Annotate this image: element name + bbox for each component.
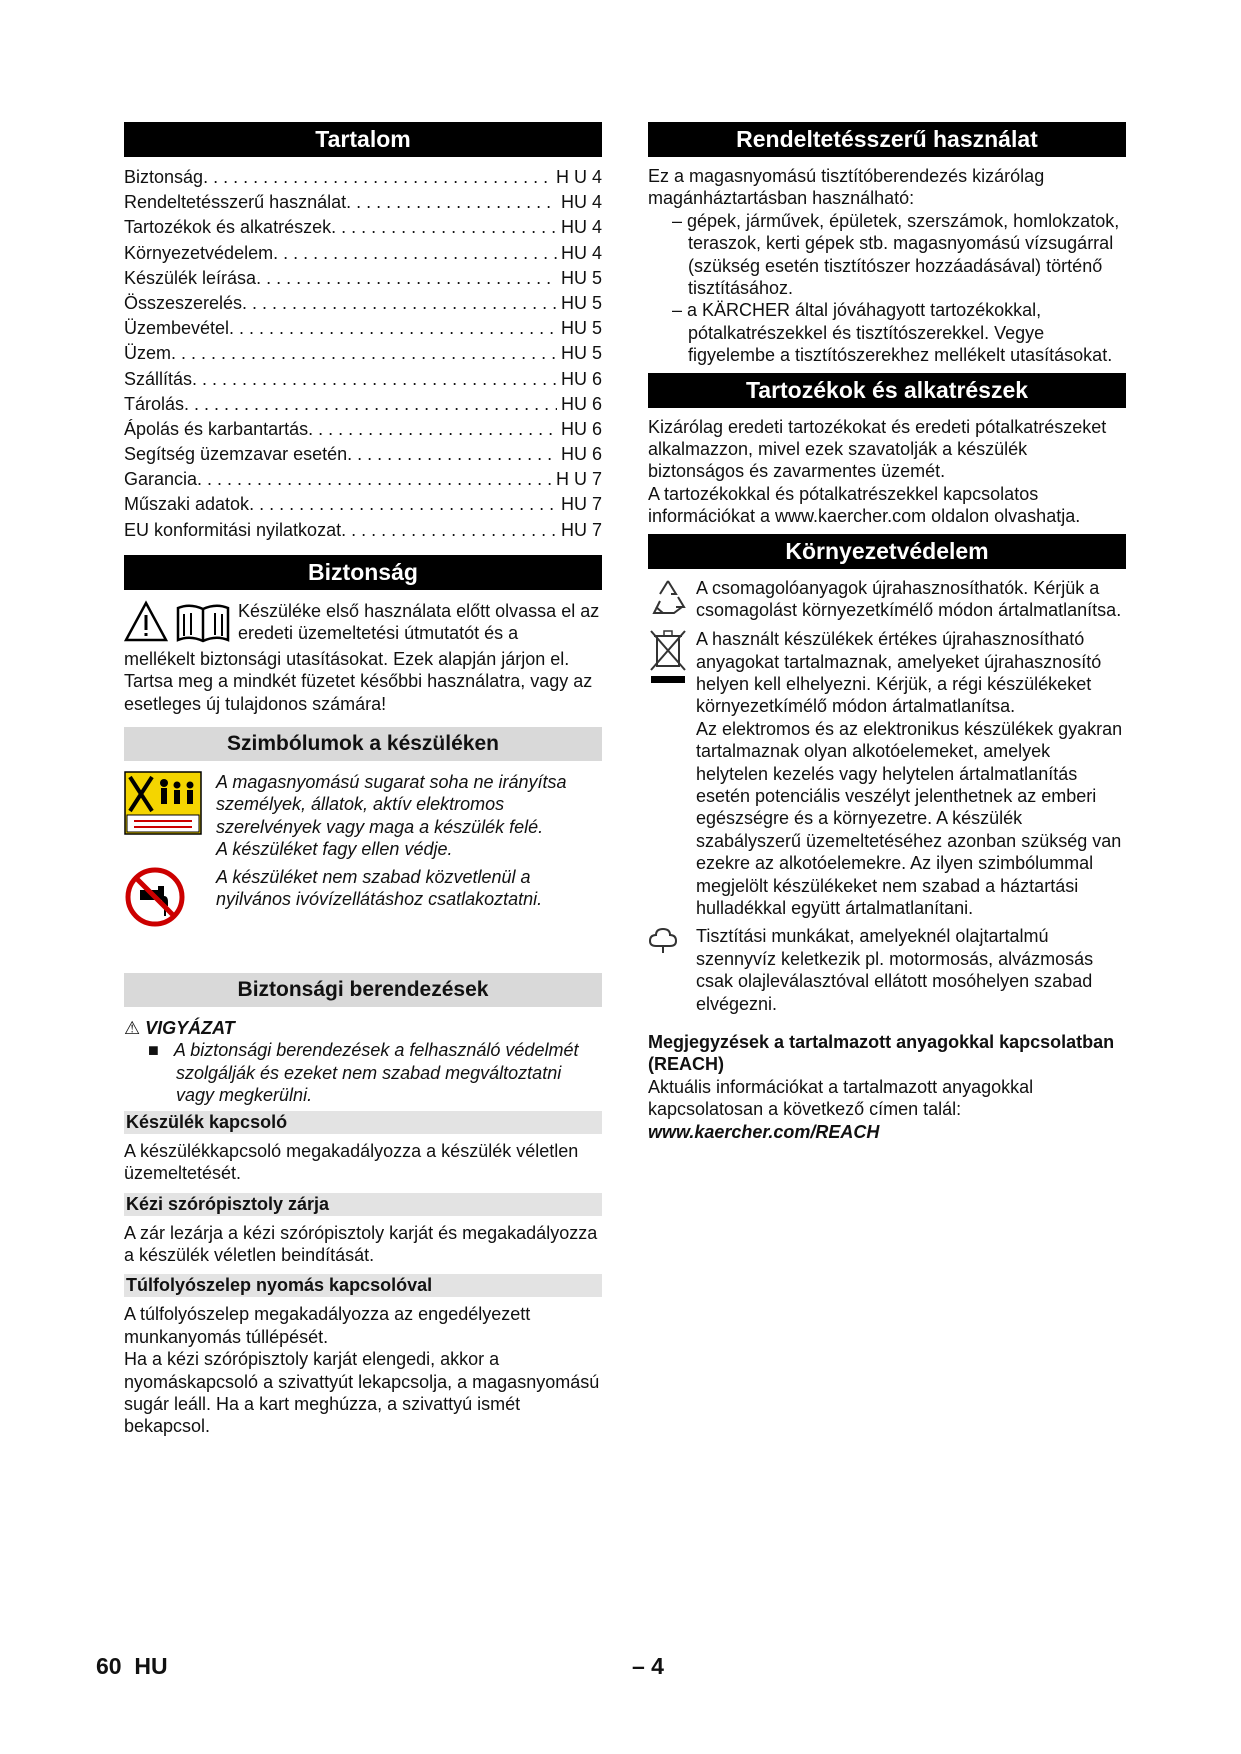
toc-item[interactable] xyxy=(124,392,602,417)
reach-heading: Megjegyzések a tartalmazott anyagokkal kapcsolatban (REACH) xyxy=(648,1032,1115,1075)
lock-heading: Kézi szórópisztoly zárja xyxy=(124,1193,602,1216)
toc-item[interactable] xyxy=(124,190,602,215)
toc-item-page: HU 7 xyxy=(560,494,602,515)
warning-label: VIGYÁZAT xyxy=(145,1018,235,1039)
toc-item-label: Tárolás xyxy=(124,393,185,414)
overflow-text-1: A túlfolyószelep megakadályozza az engedélyezett munkanyomás túllépését. xyxy=(124,1304,531,1347)
toc-item[interactable] xyxy=(124,316,602,341)
toc-item[interactable] xyxy=(124,367,602,392)
safety-intro-text-a: Készüléke első használata előtt olvassa el az eredeti üzemeltetési útmutatót és a xyxy=(238,600,600,644)
footer-page-number: 60 xyxy=(96,1653,122,1679)
toc-item[interactable] xyxy=(124,241,602,266)
toc-item-label: Műszaki adatok xyxy=(124,494,250,515)
toc-item-label: Összeszerelés xyxy=(124,292,243,313)
toc-item-page: HU 5 xyxy=(560,343,602,364)
toc-item-page: H U 4 xyxy=(555,167,602,187)
toc-item[interactable] xyxy=(124,291,602,316)
toc-item-label: Biztonság xyxy=(124,167,204,187)
recycle-text: A csomagolóanyagok újrahasznosíthatók. Kérjük a csomagolást környezetkímélő módon ártalmatlanítsa. xyxy=(696,577,1122,621)
footer-page-index: – 4 xyxy=(632,1653,664,1679)
symbol1-text2: A készüléket fagy ellen védje. xyxy=(216,839,453,860)
toc-item-page: HU 4 xyxy=(560,217,602,238)
symbol1-text: A magasnyomású sugarat soha ne irányítsa személyek, állatok, aktív elektromos szerelvények vagy maga a készülék felé. xyxy=(216,772,567,837)
bullet-square-icon: ■ xyxy=(148,1040,174,1061)
toc-item[interactable] xyxy=(124,518,602,543)
warning-text: A biztonsági berendezések a felhasználó védelmét szolgálják és ezeket nem szabad megváltoztatni vagy megkerülni. xyxy=(173,1040,579,1106)
accessories-text-1: Kizárólag eredeti tartozékokat és eredeti pótalkatrészeket alkalmazzon, mivel ezek szavatolják a készülék biztonságos és zavarmentes üzemét. xyxy=(648,416,1107,482)
symbol-spray-warning xyxy=(124,771,602,861)
toc-item-label: Üzembevétel xyxy=(124,318,230,339)
manual-book-icon xyxy=(174,600,232,648)
toc-item-label: Tartozékok és alkatrészek xyxy=(124,217,332,238)
toc-item[interactable] xyxy=(124,266,602,291)
toc-item-page: HU 4 xyxy=(560,242,602,263)
toc-list xyxy=(124,165,602,543)
overflow-heading: Túlfolyószelep nyomás kapcsolóval xyxy=(124,1274,602,1297)
footer-page-info xyxy=(96,1655,168,1677)
env-weee xyxy=(648,628,1126,919)
no-drinking-water-icon xyxy=(124,912,186,932)
toc-item[interactable] xyxy=(124,492,602,517)
toc-item-page: HU 5 xyxy=(560,267,602,288)
safety-devices-heading: Biztonsági berendezések xyxy=(124,973,602,1007)
toc-item-page: HU 6 xyxy=(560,393,602,414)
toc-item-page: HU 6 xyxy=(560,444,602,465)
no-spray-people-icon xyxy=(124,819,202,839)
toc-heading: Tartalom xyxy=(124,122,602,157)
footer-language: HU xyxy=(134,1653,168,1679)
oil-separator-icon xyxy=(648,939,678,959)
switch-text: A készülékkapcsoló megakadályozza a készülék véletlen üzemeltetését. xyxy=(124,1140,579,1184)
toc-item[interactable] xyxy=(124,467,602,492)
toc-item-label: Segítség üzemzavar esetén xyxy=(124,444,348,465)
right-column xyxy=(648,122,1126,1143)
toc-item-page: HU 5 xyxy=(560,318,602,339)
safety-intro xyxy=(124,598,602,715)
toc-item-page: HU 5 xyxy=(560,292,602,313)
env-oil xyxy=(648,925,1126,1015)
weee-text-1: A használt készülékek értékes újrahasznosítható anyagokat tartalmaznak, amelyeket újrahasznosító helyen kell elhelyezni. Kérjük, a régi készülékeket környezetkímélő módon ártalmatlanítsa. xyxy=(696,629,1102,717)
left-column xyxy=(124,122,602,1438)
toc-item-label: Szállítás xyxy=(124,368,193,389)
accessories-text-2: A tartozékokkal és pótalkatrészekkel kapcsolatos információkat a www.kaercher.com oldalon olvashatja. xyxy=(648,483,1081,527)
warning-block xyxy=(124,1017,602,1107)
toc-item-label: Készülék leírása xyxy=(124,267,257,288)
toc-item-page: HU 7 xyxy=(560,519,602,540)
symbols-heading: Szimbólumok a készüléken xyxy=(124,727,602,761)
toc-item-page: HU 4 xyxy=(560,192,602,213)
lock-text: A zár lezárja a kézi szórópisztoly karját és megakadályozza a készülék véletlen beindítását. xyxy=(124,1222,598,1265)
toc-item-page: HU 6 xyxy=(560,418,602,439)
toc-item[interactable] xyxy=(124,165,602,190)
crossed-bin-icon xyxy=(648,670,688,690)
toc-item-label: EU konformitási nyilatkozat xyxy=(124,519,342,540)
usage-item-1: – gépek, járművek, épületek, szerszámok, homlokzatok, teraszok, kerti gépek stb. magasnyomású vízsugárral (szükség esetén tisztítószer hozzáadásával) történő tisztításához. xyxy=(672,210,1120,299)
switch-heading: Készülék kapcsoló xyxy=(124,1111,602,1134)
warning-triangle-small-icon: ⚠ xyxy=(124,1018,146,1039)
toc-item-label: Üzem xyxy=(124,343,172,364)
environment-heading: Környezetvédelem xyxy=(648,534,1126,569)
toc-item-label: Ápolás és karbantartás xyxy=(124,418,309,439)
weee-text-2: Az elektromos és az elektronikus készülékek gyakran tartalmaznak olyan alkotóelemeket, amelyek helytelen kezelés vagy helytelen ártalmatlanítás esetén potenciális veszélyt jelenthetnek az emberi egészségre és a környezetre. A készülék szabályszerű üzemeltetéséhez azonban szükség van ezekre az alkotóelemekre. Az ilyen szimbólummal megjelölt készülékeket nem szabad a háztartási hulladékkal együtt ártalmatlanítani. xyxy=(696,718,1123,918)
toc-item[interactable] xyxy=(124,341,602,366)
symbol-no-drinking-water xyxy=(124,866,602,933)
oil-text: Tisztítási munkákat, amelyeknél olajtartalmú szennyvíz keletkezik pl. motormosás, alvázmosás csak olajleválasztóval ellátott mosóhelyen szabad elvégezni. xyxy=(696,926,1094,1014)
symbol2-text: A készüléket nem szabad közvetlenül a nyilvános ivóvízellátáshoz csatlakoztatni. xyxy=(216,866,543,910)
toc-item[interactable] xyxy=(124,215,602,240)
env-recycle xyxy=(648,577,1126,622)
toc-item-page: HU 6 xyxy=(560,368,602,389)
toc-item[interactable] xyxy=(124,442,602,467)
reach-text: Aktuális információkat a tartalmazott anyagokkal kapcsolatosan a következő címen talál: xyxy=(648,1076,1034,1120)
recycle-icon xyxy=(648,601,688,621)
reach-link[interactable]: www.kaercher.com/REACH xyxy=(648,1121,880,1142)
safety-intro-text-b: mellékelt biztonsági utasításokat. Ezek alapján járjon el. Tartsa meg a mindkét füzetet későbbi használatra, vagy az esetleges új tulajdonos számára! xyxy=(124,648,593,714)
toc-item-label: Garancia xyxy=(124,469,198,490)
warning-triangle-icon xyxy=(124,600,168,648)
toc-item-page: H U 7 xyxy=(555,469,602,490)
toc-item-label: Rendeltetésszerű használat xyxy=(124,192,347,213)
safety-heading: Biztonság xyxy=(124,555,602,590)
usage-item-2: – a KÄRCHER által jóváhagyott tartozékokkal, pótalkatrészekkel és tisztítószerekkel. Vegye figyelembe a tisztítószerekhez mellékelt utasításokat. xyxy=(672,300,1113,366)
accessories-heading: Tartozékok és alkatrészek xyxy=(648,373,1126,408)
usage-heading: Rendeltetésszerű használat xyxy=(648,122,1126,157)
overflow-text-2: Ha a kézi szórópisztoly karját elengedi, akkor a nyomáskapcsoló a szivattyút lekapcsolja, a magasnyomású sugár leáll. Ha a kart meghúzza, a szivattyú ismét bekapcsol. xyxy=(124,1349,600,1437)
usage-intro: Ez a magasnyomású tisztítóberendezés kizárólag magánháztartásban használható: xyxy=(648,166,1045,209)
toc-item[interactable] xyxy=(124,417,602,442)
toc-item-label: Környezetvédelem xyxy=(124,242,274,263)
